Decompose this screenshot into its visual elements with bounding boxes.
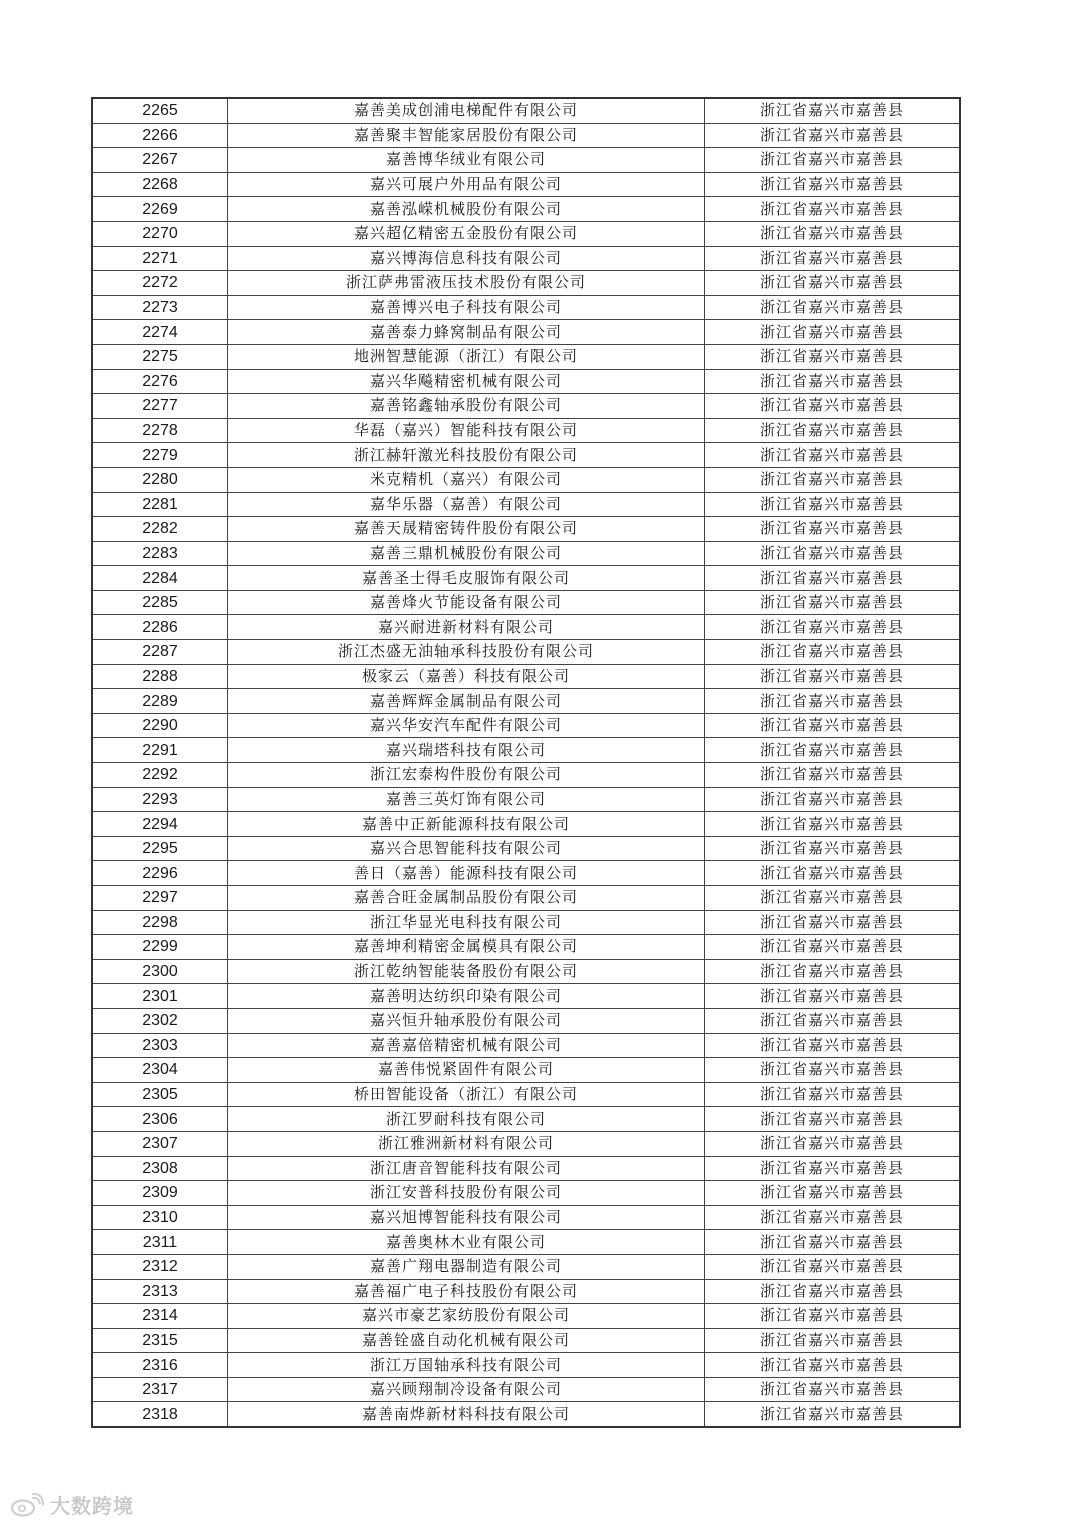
company-name-cell: 嘉善明达纺织印染有限公司 (228, 984, 705, 1009)
region-cell: 浙江省嘉兴市嘉善县 (705, 98, 961, 123)
company-name-cell: 浙江赫轩激光科技股份有限公司 (228, 443, 705, 468)
region-cell: 浙江省嘉兴市嘉善县 (705, 566, 961, 591)
region-cell: 浙江省嘉兴市嘉善县 (705, 1058, 961, 1083)
region-cell: 浙江省嘉兴市嘉善县 (705, 369, 961, 394)
company-name-cell: 嘉善聚丰智能家居股份有限公司 (228, 123, 705, 148)
region-cell: 浙江省嘉兴市嘉善县 (705, 394, 961, 419)
region-cell: 浙江省嘉兴市嘉善县 (705, 344, 961, 369)
table-row (92, 1131, 960, 1156)
table-row (92, 984, 960, 1009)
row-number-cell: 2313 (92, 1279, 228, 1304)
region-cell: 浙江省嘉兴市嘉善县 (705, 123, 961, 148)
row-number-cell: 2306 (92, 1107, 228, 1132)
company-name-cell: 嘉善三英灯饰有限公司 (228, 787, 705, 812)
company-name-cell: 地洲智慧能源（浙江）有限公司 (228, 344, 705, 369)
region-cell: 浙江省嘉兴市嘉善县 (705, 197, 961, 222)
row-number-cell: 2299 (92, 935, 228, 960)
region-cell: 浙江省嘉兴市嘉善县 (705, 1402, 961, 1427)
table-row (92, 763, 960, 788)
region-cell: 浙江省嘉兴市嘉善县 (705, 664, 961, 689)
table-row (92, 221, 960, 246)
row-number-cell: 2286 (92, 615, 228, 640)
table-row (92, 418, 960, 443)
row-number-cell: 2274 (92, 320, 228, 345)
company-name-cell: 极家云（嘉善）科技有限公司 (228, 664, 705, 689)
region-cell: 浙江省嘉兴市嘉善县 (705, 615, 961, 640)
region-cell: 浙江省嘉兴市嘉善县 (705, 418, 961, 443)
watermark-text: 大数跨境 (50, 1494, 134, 1518)
company-name-cell: 浙江杰盛无油轴承科技股份有限公司 (228, 640, 705, 665)
table-row (92, 713, 960, 738)
region-cell: 浙江省嘉兴市嘉善县 (705, 246, 961, 271)
row-number-cell: 2311 (92, 1230, 228, 1255)
region-cell: 浙江省嘉兴市嘉善县 (705, 763, 961, 788)
region-cell: 浙江省嘉兴市嘉善县 (705, 541, 961, 566)
company-name-cell: 米克精机（嘉兴）有限公司 (228, 467, 705, 492)
company-name-cell: 嘉善美成创浦电梯配件有限公司 (228, 98, 705, 123)
row-number-cell: 2269 (92, 197, 228, 222)
region-cell: 浙江省嘉兴市嘉善县 (705, 172, 961, 197)
table-row (92, 1008, 960, 1033)
row-number-cell: 2305 (92, 1082, 228, 1107)
region-cell: 浙江省嘉兴市嘉善县 (705, 1181, 961, 1206)
row-number-cell: 2271 (92, 246, 228, 271)
company-name-cell: 嘉善天晟精密铸件股份有限公司 (228, 517, 705, 542)
company-name-cell: 嘉兴市豪艺家纺股份有限公司 (228, 1304, 705, 1329)
region-cell: 浙江省嘉兴市嘉善县 (705, 738, 961, 763)
region-cell: 浙江省嘉兴市嘉善县 (705, 467, 961, 492)
table-row (92, 1082, 960, 1107)
row-number-cell: 2278 (92, 418, 228, 443)
row-number-cell: 2309 (92, 1181, 228, 1206)
row-number-cell: 2297 (92, 886, 228, 911)
table-row (92, 738, 960, 763)
table-row (92, 1205, 960, 1230)
table-row (92, 886, 960, 911)
company-name-cell: 嘉兴瑞塔科技有限公司 (228, 738, 705, 763)
table-row (92, 197, 960, 222)
company-name-cell: 浙江万国轴承科技有限公司 (228, 1353, 705, 1378)
region-cell: 浙江省嘉兴市嘉善县 (705, 1377, 961, 1402)
company-name-cell: 嘉兴旭博智能科技有限公司 (228, 1205, 705, 1230)
row-number-cell: 2289 (92, 689, 228, 714)
row-number-cell: 2280 (92, 467, 228, 492)
company-name-cell: 浙江罗耐科技有限公司 (228, 1107, 705, 1132)
company-name-cell: 嘉善辉辉金属制品有限公司 (228, 689, 705, 714)
row-number-cell: 2288 (92, 664, 228, 689)
region-cell: 浙江省嘉兴市嘉善县 (705, 443, 961, 468)
region-cell: 浙江省嘉兴市嘉善县 (705, 1131, 961, 1156)
company-name-cell: 嘉善广翔电器制造有限公司 (228, 1254, 705, 1279)
row-number-cell: 2296 (92, 861, 228, 886)
row-number-cell: 2298 (92, 910, 228, 935)
table-row (92, 1058, 960, 1083)
row-number-cell: 2312 (92, 1254, 228, 1279)
table-row (92, 369, 960, 394)
row-number-cell: 2302 (92, 1008, 228, 1033)
company-name-cell: 浙江唐音智能科技有限公司 (228, 1156, 705, 1181)
company-name-cell: 浙江华显光电科技有限公司 (228, 910, 705, 935)
company-name-cell: 嘉善合旺金属制品股份有限公司 (228, 886, 705, 911)
table-row (92, 1328, 960, 1353)
company-table-container (91, 97, 957, 1428)
company-name-cell: 桥田智能设备（浙江）有限公司 (228, 1082, 705, 1107)
row-number-cell: 2281 (92, 492, 228, 517)
row-number-cell: 2277 (92, 394, 228, 419)
row-number-cell: 2283 (92, 541, 228, 566)
row-number-cell: 2307 (92, 1131, 228, 1156)
company-name-cell: 嘉善伟悦紧固件有限公司 (228, 1058, 705, 1083)
table-row (92, 1402, 960, 1427)
table-row (92, 689, 960, 714)
company-name-cell: 嘉善福广电子科技股份有限公司 (228, 1279, 705, 1304)
table-row (92, 935, 960, 960)
table-row (92, 910, 960, 935)
company-name-cell: 嘉兴顾翔制冷设备有限公司 (228, 1377, 705, 1402)
table-row (92, 467, 960, 492)
region-cell: 浙江省嘉兴市嘉善县 (705, 1205, 961, 1230)
row-number-cell: 2279 (92, 443, 228, 468)
table-row (92, 836, 960, 861)
table-row (92, 492, 960, 517)
row-number-cell: 2291 (92, 738, 228, 763)
company-name-cell: 嘉善博兴电子科技有限公司 (228, 295, 705, 320)
row-number-cell: 2294 (92, 812, 228, 837)
region-cell: 浙江省嘉兴市嘉善县 (705, 590, 961, 615)
row-number-cell: 2295 (92, 836, 228, 861)
row-number-cell: 2304 (92, 1058, 228, 1083)
region-cell: 浙江省嘉兴市嘉善县 (705, 1107, 961, 1132)
company-name-cell: 嘉善南烨新材料科技有限公司 (228, 1402, 705, 1427)
region-cell: 浙江省嘉兴市嘉善县 (705, 812, 961, 837)
row-number-cell: 2270 (92, 221, 228, 246)
company-name-cell: 嘉兴华安汽车配件有限公司 (228, 713, 705, 738)
company-name-cell: 嘉兴超亿精密五金股份有限公司 (228, 221, 705, 246)
region-cell: 浙江省嘉兴市嘉善县 (705, 861, 961, 886)
company-table-body (92, 98, 960, 1427)
table-row (92, 1230, 960, 1255)
row-number-cell: 2275 (92, 344, 228, 369)
company-name-cell: 浙江雅洲新材料有限公司 (228, 1131, 705, 1156)
company-name-cell: 嘉善奥林木业有限公司 (228, 1230, 705, 1255)
row-number-cell: 2284 (92, 566, 228, 591)
table-row (92, 1279, 960, 1304)
table-row (92, 172, 960, 197)
region-cell: 浙江省嘉兴市嘉善县 (705, 1008, 961, 1033)
region-cell: 浙江省嘉兴市嘉善县 (705, 148, 961, 173)
table-row (92, 1377, 960, 1402)
table-row (92, 98, 960, 123)
region-cell: 浙江省嘉兴市嘉善县 (705, 492, 961, 517)
row-number-cell: 2317 (92, 1377, 228, 1402)
table-row (92, 123, 960, 148)
region-cell: 浙江省嘉兴市嘉善县 (705, 689, 961, 714)
company-name-cell: 善日（嘉善）能源科技有限公司 (228, 861, 705, 886)
table-row (92, 861, 960, 886)
watermark (10, 1490, 134, 1519)
region-cell: 浙江省嘉兴市嘉善县 (705, 1328, 961, 1353)
region-cell: 浙江省嘉兴市嘉善县 (705, 1279, 961, 1304)
row-number-cell: 2290 (92, 713, 228, 738)
company-name-cell: 嘉善铨盛自动化机械有限公司 (228, 1328, 705, 1353)
company-name-cell: 嘉善圣士得毛皮服饰有限公司 (228, 566, 705, 591)
region-cell: 浙江省嘉兴市嘉善县 (705, 1082, 961, 1107)
region-cell: 浙江省嘉兴市嘉善县 (705, 959, 961, 984)
table-row (92, 443, 960, 468)
table-row (92, 959, 960, 984)
table-row (92, 295, 960, 320)
company-name-cell: 嘉华乐器（嘉善）有限公司 (228, 492, 705, 517)
region-cell: 浙江省嘉兴市嘉善县 (705, 1230, 961, 1255)
row-number-cell: 2316 (92, 1353, 228, 1378)
table-row (92, 394, 960, 419)
table-row (92, 812, 960, 837)
company-name-cell: 嘉兴耐进新材料有限公司 (228, 615, 705, 640)
region-cell: 浙江省嘉兴市嘉善县 (705, 295, 961, 320)
row-number-cell: 2310 (92, 1205, 228, 1230)
table-row (92, 1033, 960, 1058)
region-cell: 浙江省嘉兴市嘉善县 (705, 910, 961, 935)
company-name-cell: 嘉善泓嵘机械股份有限公司 (228, 197, 705, 222)
company-name-cell: 浙江安普科技股份有限公司 (228, 1181, 705, 1206)
row-number-cell: 2273 (92, 295, 228, 320)
table-row (92, 566, 960, 591)
row-number-cell: 2315 (92, 1328, 228, 1353)
company-name-cell: 浙江宏泰构件股份有限公司 (228, 763, 705, 788)
region-cell: 浙江省嘉兴市嘉善县 (705, 984, 961, 1009)
row-number-cell: 2293 (92, 787, 228, 812)
row-number-cell: 2300 (92, 959, 228, 984)
row-number-cell: 2314 (92, 1304, 228, 1329)
table-row (92, 246, 960, 271)
company-table (91, 97, 961, 1428)
table-row (92, 640, 960, 665)
row-number-cell: 2303 (92, 1033, 228, 1058)
row-number-cell: 2287 (92, 640, 228, 665)
table-row (92, 1254, 960, 1279)
table-row (92, 1156, 960, 1181)
region-cell: 浙江省嘉兴市嘉善县 (705, 221, 961, 246)
company-name-cell: 嘉善铭鑫轴承股份有限公司 (228, 394, 705, 419)
table-row (92, 590, 960, 615)
row-number-cell: 2268 (92, 172, 228, 197)
row-number-cell: 2265 (92, 98, 228, 123)
region-cell: 浙江省嘉兴市嘉善县 (705, 1254, 961, 1279)
row-number-cell: 2292 (92, 763, 228, 788)
company-name-cell: 华磊（嘉兴）智能科技有限公司 (228, 418, 705, 443)
row-number-cell: 2285 (92, 590, 228, 615)
region-cell: 浙江省嘉兴市嘉善县 (705, 787, 961, 812)
company-name-cell: 嘉善泰力蜂窝制品有限公司 (228, 320, 705, 345)
region-cell: 浙江省嘉兴市嘉善县 (705, 1033, 961, 1058)
company-name-cell: 浙江乾纳智能装备股份有限公司 (228, 959, 705, 984)
row-number-cell: 2318 (92, 1402, 228, 1427)
company-name-cell: 嘉兴博海信息科技有限公司 (228, 246, 705, 271)
company-name-cell: 浙江萨弗雷液压技术股份有限公司 (228, 271, 705, 296)
region-cell: 浙江省嘉兴市嘉善县 (705, 713, 961, 738)
table-row (92, 664, 960, 689)
row-number-cell: 2276 (92, 369, 228, 394)
region-cell: 浙江省嘉兴市嘉善县 (705, 886, 961, 911)
company-name-cell: 嘉善中正新能源科技有限公司 (228, 812, 705, 837)
table-row (92, 271, 960, 296)
table-row (92, 320, 960, 345)
row-number-cell: 2267 (92, 148, 228, 173)
region-cell: 浙江省嘉兴市嘉善县 (705, 640, 961, 665)
row-number-cell: 2308 (92, 1156, 228, 1181)
region-cell: 浙江省嘉兴市嘉善县 (705, 935, 961, 960)
row-number-cell: 2266 (92, 123, 228, 148)
company-name-cell: 嘉兴可展户外用品有限公司 (228, 172, 705, 197)
table-row (92, 787, 960, 812)
region-cell: 浙江省嘉兴市嘉善县 (705, 320, 961, 345)
row-number-cell: 2272 (92, 271, 228, 296)
table-row (92, 1353, 960, 1378)
table-row (92, 344, 960, 369)
table-row (92, 615, 960, 640)
weibo-icon (10, 1493, 44, 1517)
region-cell: 浙江省嘉兴市嘉善县 (705, 1353, 961, 1378)
table-row (92, 517, 960, 542)
table-row (92, 541, 960, 566)
table-row (92, 1181, 960, 1206)
region-cell: 浙江省嘉兴市嘉善县 (705, 1304, 961, 1329)
company-name-cell: 嘉善烽火节能设备有限公司 (228, 590, 705, 615)
company-name-cell: 嘉善坤利精密金属模具有限公司 (228, 935, 705, 960)
company-name-cell: 嘉善博华绒业有限公司 (228, 148, 705, 173)
table-row (92, 148, 960, 173)
table-row (92, 1304, 960, 1329)
region-cell: 浙江省嘉兴市嘉善县 (705, 1156, 961, 1181)
company-name-cell: 嘉兴恒升轴承股份有限公司 (228, 1008, 705, 1033)
region-cell: 浙江省嘉兴市嘉善县 (705, 836, 961, 861)
region-cell: 浙江省嘉兴市嘉善县 (705, 271, 961, 296)
company-name-cell: 嘉善嘉倍精密机械有限公司 (228, 1033, 705, 1058)
company-name-cell: 嘉善三鼎机械股份有限公司 (228, 541, 705, 566)
table-row (92, 1107, 960, 1132)
region-cell: 浙江省嘉兴市嘉善县 (705, 517, 961, 542)
row-number-cell: 2282 (92, 517, 228, 542)
company-name-cell: 嘉兴华飚精密机械有限公司 (228, 369, 705, 394)
row-number-cell: 2301 (92, 984, 228, 1009)
company-name-cell: 嘉兴合思智能科技有限公司 (228, 836, 705, 861)
